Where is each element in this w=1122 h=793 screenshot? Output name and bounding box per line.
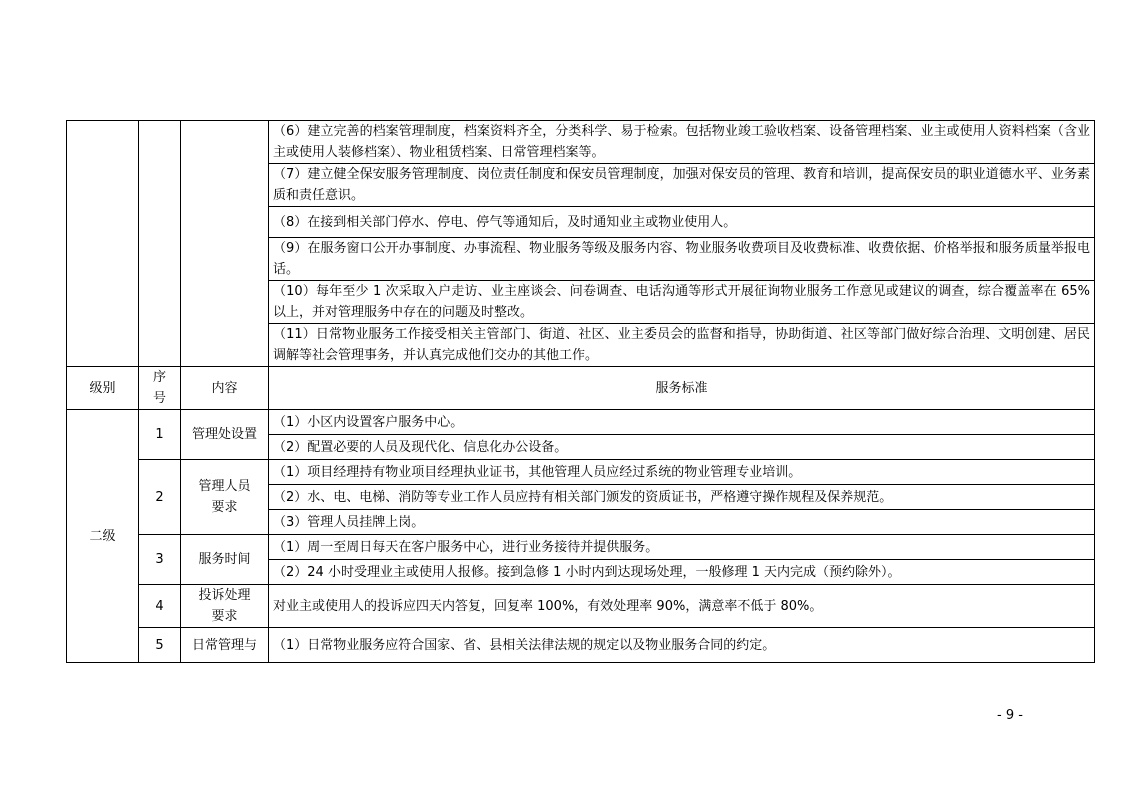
standard-item: （10）每年至少 1 次采取入户走访、业主座谈会、问卷调查、电话沟通等形式开展征询物业服务工作意见或建议的调查，综合覆盖率在 65%以上，并对管理服务中存在的问题及时整改。 <box>269 281 1095 324</box>
content-cell-empty <box>181 121 269 367</box>
table-row <box>67 585 1095 628</box>
standard-item: （9）在服务窗口公开办事制度、办事流程、物业服务等级及服务内容、物业服务收费项目及收费标准、收费依据、价格举报和服务质量举报电话。 <box>269 238 1095 281</box>
standard-item: （3）管理人员挂牌上岗。 <box>269 510 1095 535</box>
page-number: - 9 - <box>997 708 1023 723</box>
standard-item: （7）建立健全保安服务管理制度、岗位责任制度和保安员管理制度，加强对保安员的管理、教育和培训，提高保安员的职业道德水平、业务素质和责任意识。 <box>269 164 1095 207</box>
table-row <box>67 121 1095 164</box>
seq-cell: 1 <box>139 410 181 460</box>
standard-item: （1）周一至周日每天在客户服务中心，进行业务接待并提供服务。 <box>269 535 1095 560</box>
standard-item: （8）在接到相关部门停水、停电、停气等通知后，及时通知业主或物业使用人。 <box>269 207 1095 238</box>
standard-item: 对业主或使用人的投诉应四天内答复，回复率 100%，有效处理率 90%，满意率不低于 80%。 <box>269 585 1095 628</box>
service-standard-table <box>66 120 1095 663</box>
table-row <box>67 535 1095 560</box>
table-header-row <box>67 367 1095 410</box>
standard-item: （2）配置必要的人员及现代化、信息化办公设备。 <box>269 435 1095 460</box>
table-row <box>67 410 1095 435</box>
header-level: 级别 <box>67 367 139 410</box>
header-content: 内容 <box>181 367 269 410</box>
table-row <box>67 628 1095 663</box>
standard-item: （1）小区内设置客户服务中心。 <box>269 410 1095 435</box>
standard-item: （2）24 小时受理业主或使用人报修。接到急修 1 小时内到达现场处理，一般修理 1 天内完成（预约除外）。 <box>269 560 1095 585</box>
content-cell: 管理人员要求 <box>181 460 269 535</box>
standard-item: （6）建立完善的档案管理制度，档案资料齐全，分类科学、易于检索。包括物业竣工验收档案、设备管理档案、业主或使用人资料档案（含业主或使用人装修档案）、物业租赁档案、日常管理档案等。 <box>269 121 1095 164</box>
seq-cell: 3 <box>139 535 181 585</box>
level-cell: 二级 <box>67 410 139 663</box>
header-standard: 服务标准 <box>269 367 1095 410</box>
standard-item: （1）项目经理持有物业项目经理执业证书，其他管理人员应经过系统的物业管理专业培训。 <box>269 460 1095 485</box>
seq-cell: 5 <box>139 628 181 663</box>
content-cell: 管理处设置 <box>181 410 269 460</box>
content-cell: 服务时间 <box>181 535 269 585</box>
standard-item: （2）水、电、电梯、消防等专业工作人员应持有相关部门颁发的资质证书，严格遵守操作规程及保养规范。 <box>269 485 1095 510</box>
seq-cell-empty <box>139 121 181 367</box>
level-cell-empty <box>67 121 139 367</box>
seq-cell: 4 <box>139 585 181 628</box>
table-row <box>67 460 1095 485</box>
standard-item: （11）日常物业服务工作接受相关主管部门、街道、社区、业主委员会的监督和指导，协助街道、社区等部门做好综合治理、文明创建、居民调解等社会管理事务，并认真完成他们交办的其他工作。 <box>269 324 1095 367</box>
seq-cell: 2 <box>139 460 181 535</box>
content-cell: 投诉处理要求 <box>181 585 269 628</box>
content-cell: 日常管理与 <box>181 628 269 663</box>
header-seq: 序号 <box>139 367 181 410</box>
standard-item: （1）日常物业服务应符合国家、省、县相关法律法规的规定以及物业服务合同的约定。 <box>269 628 1095 663</box>
